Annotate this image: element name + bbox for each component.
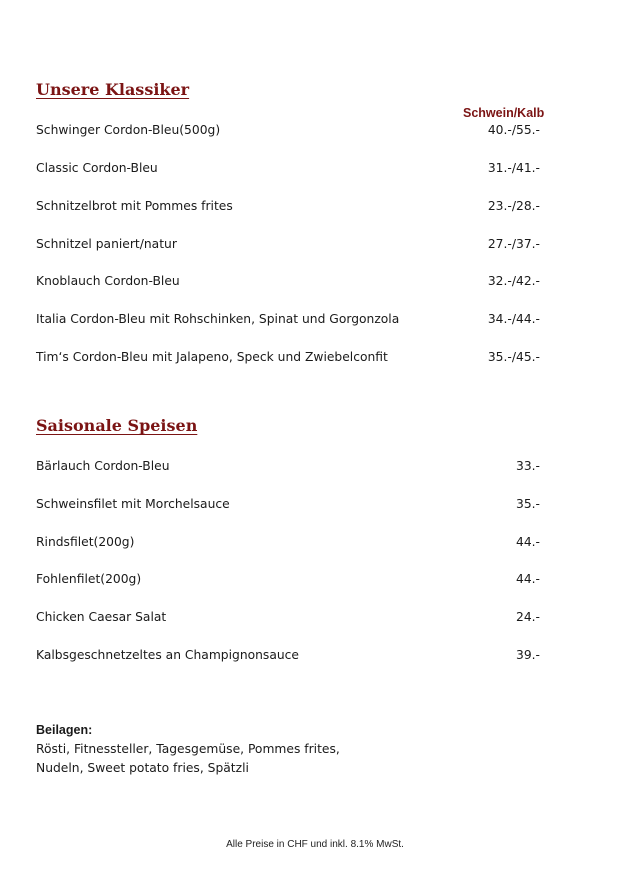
sides-line-2: Nudeln, Sweet potato fries, Spätzli bbox=[36, 761, 249, 775]
menu-item bbox=[36, 237, 540, 255]
menu-item bbox=[36, 459, 540, 477]
item-price: 40.-/55.- bbox=[487, 123, 540, 137]
menu-item bbox=[36, 572, 540, 590]
sides-line-1: Rösti, Fitnessteller, Tagesgemüse, Pommes frites, bbox=[36, 742, 340, 756]
menu-item bbox=[36, 535, 540, 553]
price-column-header: Schwein/Kalb bbox=[463, 106, 545, 120]
item-name: Schwinger Cordon-Bleu(500g) bbox=[36, 123, 221, 137]
menu-item bbox=[36, 312, 540, 330]
menu-item bbox=[36, 199, 540, 217]
item-name: Knoblauch Cordon-Bleu bbox=[36, 274, 180, 288]
item-name: Rindsfilet(200g) bbox=[36, 535, 135, 549]
item-price: 35.- bbox=[516, 497, 540, 511]
menu-item bbox=[36, 274, 540, 292]
item-name: Kalbsgeschnetzeltes an Champignonsauce bbox=[36, 648, 299, 662]
item-name: Chicken Caesar Salat bbox=[36, 610, 167, 624]
item-price: 44.- bbox=[516, 572, 540, 586]
menu-item bbox=[36, 161, 540, 179]
menu-item bbox=[36, 610, 540, 628]
menu-item bbox=[36, 497, 540, 515]
menu-item bbox=[36, 648, 540, 666]
item-price: 44.- bbox=[516, 535, 540, 549]
item-name: Schnitzel paniert/natur bbox=[36, 237, 177, 251]
item-price: 33.- bbox=[516, 459, 540, 473]
menu-item bbox=[36, 350, 540, 368]
classics-title: Unsere Klassiker bbox=[36, 80, 190, 99]
item-price: 23.-/28.- bbox=[487, 199, 540, 213]
item-price: 39.- bbox=[516, 648, 540, 662]
seasonal-title: Saisonale Speisen bbox=[36, 416, 198, 435]
menu-item bbox=[36, 123, 540, 141]
item-price: 34.-/44.- bbox=[487, 312, 540, 326]
item-name: Schweinsfilet mit Morchelsauce bbox=[36, 497, 230, 511]
item-price: 35.-/45.- bbox=[487, 350, 540, 364]
item-name: Tim‘s Cordon-Bleu mit Jalapeno, Speck und Zwiebelconfit bbox=[36, 350, 388, 364]
sides-label: Beilagen: bbox=[36, 723, 93, 737]
item-name: Classic Cordon-Bleu bbox=[36, 161, 158, 175]
item-price: 32.-/42.- bbox=[487, 274, 540, 288]
item-price: 24.- bbox=[516, 610, 540, 624]
item-name: Schnitzelbrot mit Pommes frites bbox=[36, 199, 233, 213]
item-price: 27.-/37.- bbox=[487, 237, 540, 251]
item-name: Italia Cordon-Bleu mit Rohschinken, Spinat und Gorgonzola bbox=[36, 312, 400, 326]
item-name: Bärlauch Cordon-Bleu bbox=[36, 459, 170, 473]
item-name: Fohlenfilet(200g) bbox=[36, 572, 142, 586]
price-footnote: Alle Preise in CHF und inkl. 8.1% MwSt. bbox=[226, 839, 404, 850]
item-price: 31.-/41.- bbox=[487, 161, 540, 175]
